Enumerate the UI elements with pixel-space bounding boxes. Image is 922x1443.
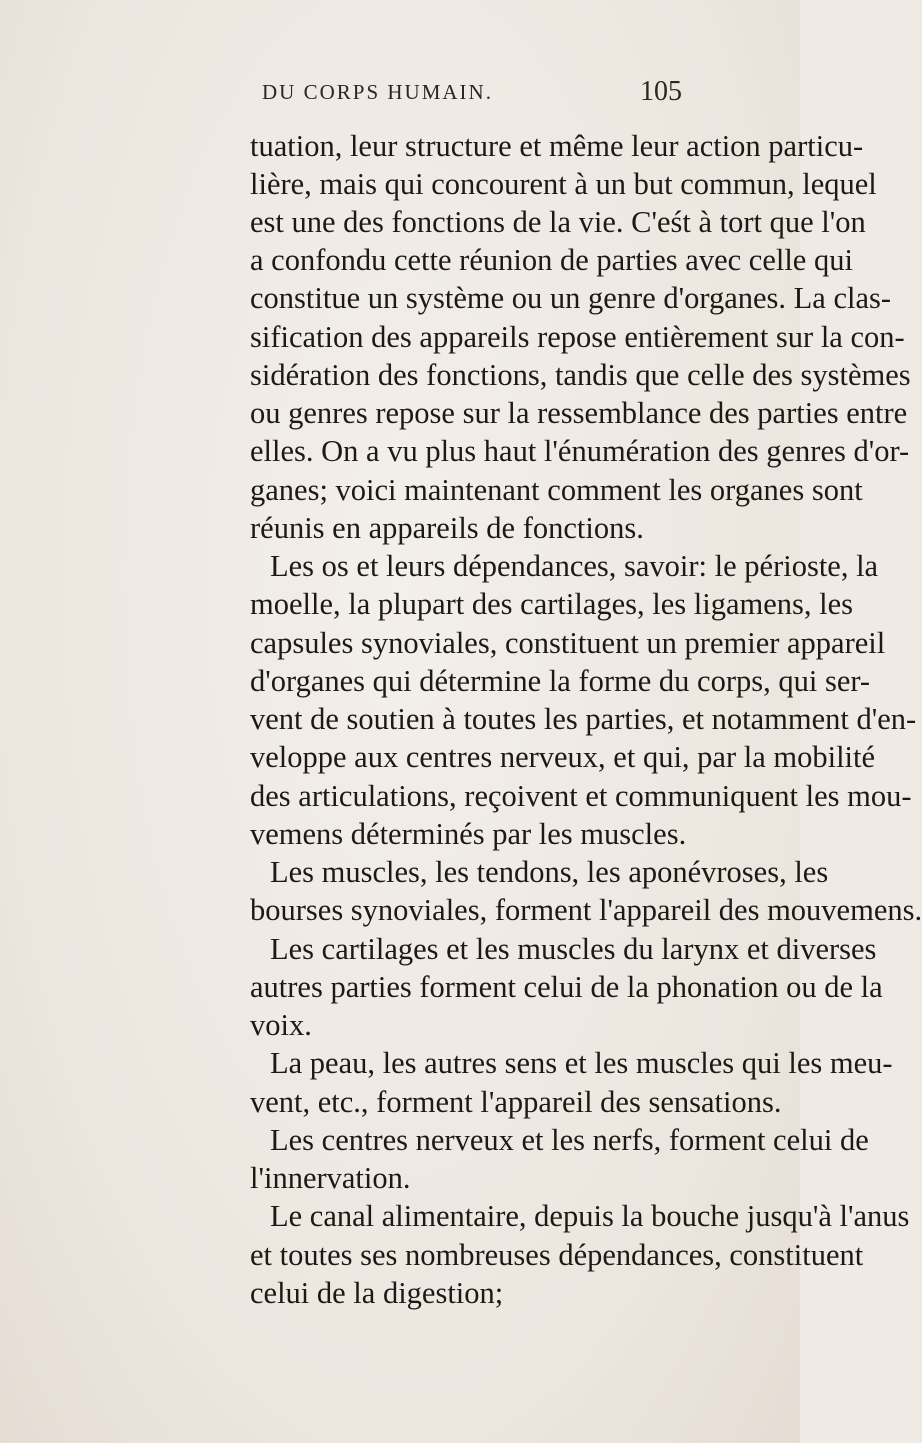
text-line: et toutes ses nombreuses dépendances, constituent [250, 1238, 864, 1272]
text-line: sidération des fonctions, tandis que celle des systèmes [250, 358, 911, 392]
text-line: lière, mais qui concourent à un but commun, lequel [250, 167, 877, 201]
text-line: est une des fonctions de la vie. C'eśt à tort que l'on [250, 205, 866, 239]
text-line: tuation, leur structure et même leur action particu- [250, 129, 864, 163]
text-line: ganes; voici maintenant comment les organes sont [250, 473, 863, 507]
text-line: vemens déterminés par les muscles. [250, 817, 687, 851]
text-line: constitue un système ou un genre d'organes. La clas- [250, 281, 892, 315]
text-line: voix. [250, 1008, 312, 1042]
text-line: celui de la digestion; [250, 1276, 504, 1310]
text-line: Les cartilages et les muscles du larynx et diverses [270, 932, 877, 966]
text-line: a confondu cette réunion de parties avec celle qui [250, 243, 853, 277]
page-number: 105 [640, 76, 682, 107]
text-line: La peau, les autres sens et les muscles qui les meu- [270, 1046, 893, 1080]
text-line: sification des appareils repose entièrement sur la con- [250, 320, 905, 354]
text-line: des articulations, reçoivent et communiquent les mou- [250, 779, 912, 813]
text-line: moelle, la plupart des cartilages, les ligamens, les [250, 587, 854, 621]
text-line: Les centres nerveux et les nerfs, forment celui de [270, 1123, 869, 1157]
text-line: Le canal alimentaire, depuis la bouche jusqu'à l'anus [270, 1199, 910, 1233]
text-line: réunis en appareils de fonctions. [250, 511, 644, 545]
text-line: l'innervation. [250, 1161, 411, 1195]
text-line: autres parties forment celui de la phonation ou de la [250, 970, 883, 1004]
text-line: Les os et leurs dépendances, savoir: le périoste, la [270, 549, 879, 583]
text-line: capsules synoviales, constituent un premier appareil [250, 626, 886, 660]
text-line: bourses synoviales, forment l'appareil des mouvemens. [250, 893, 922, 927]
text-line: elles. On a vu plus haut l'énumération des genres d'or- [250, 434, 910, 468]
text-line: vent, etc., forment l'appareil des sensations. [250, 1085, 782, 1119]
text-line: Les muscles, les tendons, les aponévroses, les [270, 855, 829, 889]
text-line: ou genres repose sur la ressemblance des parties entre [250, 396, 908, 430]
running-head: DU CORPS HUMAIN. [262, 80, 493, 104]
text-line: vent de soutien à toutes les parties, et notamment d'en- [250, 702, 917, 736]
text-line: d'organes qui détermine la forme du corps, qui ser- [250, 664, 871, 698]
text-line: veloppe aux centres nerveux, et qui, par la mobilité [250, 740, 876, 774]
